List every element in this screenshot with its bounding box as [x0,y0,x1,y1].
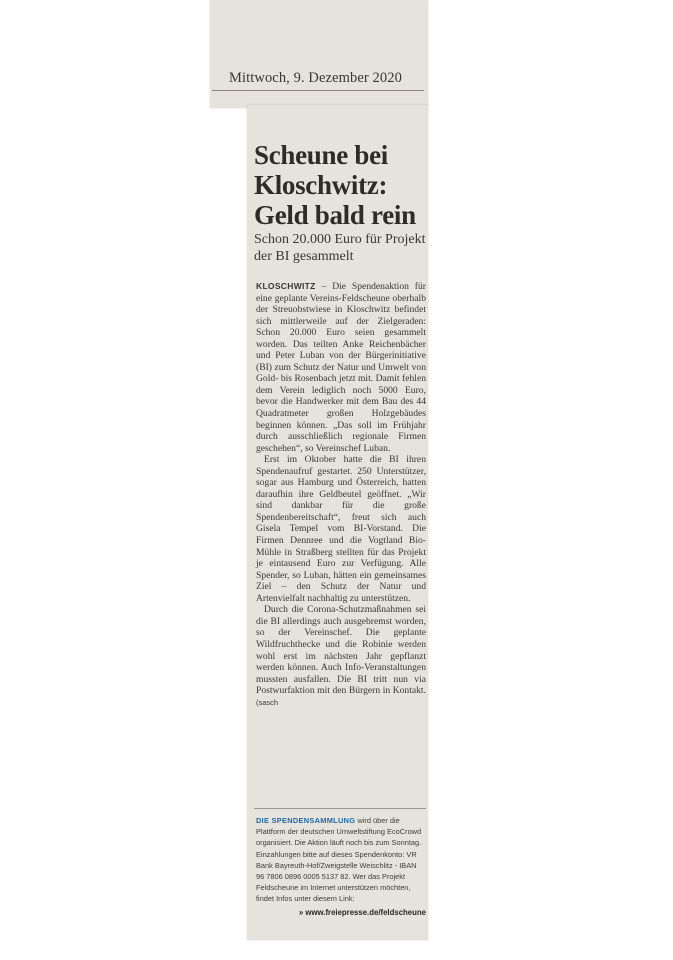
paragraph-1-text: – Die Spendenaktion für eine geplante Vereins-Feldscheune oberhalb der Streuobstwiese in Kloschwitz befindet sich mittlerweile auf der Zielgeraden: Schon 20.000 Euro seien gesammelt worden. Das teilten Anke Reichenbächer und Peter Luban von der Bürgerinitiative (BI) zum Schutz der Natur und Umwelt von Gold- bis Rosenbach jetzt mit. Damit fehlen dem Verein lediglich noch 5000 Euro, bevor die Handwerker mit dem Bau des 44 Quadratmeter großen Holzgebäudes beginnen können. „Das soll im Frühjahr durch ausschließlich regionale Firmen geschehen“, so Vereinschef Luban. [256,281,426,454]
article-body [256,281,426,708]
article-dateline: KLOSCHWITZ [256,281,316,291]
infobox-label: DIE SPENDENSAMMLUNG [256,816,356,825]
date-rule [212,90,424,91]
paragraph-3-text: Durch die Corona-Schutzmaßnahmen sei die BI allerdings auch ausgebremst worden, so der Vereinschef. Die geplante Wildfruchthecke und die Robinie werden wohl erst im nächsten Jahr gepflanzt werden können. Auch Info-Veranstaltungen mussten ausfallen. Die BI tritt nun via Postwurfaktion mit den Bürgern in Kontakt. [256,604,426,697]
paragraph-1 [256,281,426,454]
infobox-rule [254,808,426,809]
infobox-link[interactable]: » www.freiepresse.de/feldscheune [298,907,426,917]
date-line: Mittwoch, 9. Dezember 2020 [229,70,402,86]
clipping-top [210,0,428,108]
info-box [256,815,426,918]
infobox-text: wird über die Plattform der deutschen Umweltstiftung EcoCrowd organisiert. Die Aktion läuft noch bis zum Sonntag. Einzahlungen bitte auf dieses Spendenkonto: VR Bank Bayreuth-Hof/Zweigstelle Weischlitz - IBAN 96 7806 0896 0005 5137 82. Wer das Projekt Feldscheune im Internet unterstützen möchten, findet Infos unter diesem Link: [256,816,422,904]
paragraph-3 [256,604,426,708]
subheadline: Schon 20.000 Euro für Projekt der BI gesammelt [254,232,426,264]
headline: Scheune bei Kloschwitz: Geld bald rein [254,140,416,230]
paragraph-2: Erst im Oktober hatte die BI ihren Spendenaufruf gestartet. 250 Unterstützer, sogar aus Hamburg und Österreich, hatten daraufhin ihre Geldbeutel geöffnet. „Wir sind dankbar für die große Spendenbereitschaft“, freut sich auch Gisela Tempel vom BI-Vorstand. Die Firmen Dennree und die Vogtland Bio-Mühle in Straßberg stellten für das Projekt je eintausend Euro zur Verfügung. Alle Spender, so Luban, hätten ein gemeinsames Ziel – den Schutz der Natur und Artenvielfalt nachhaltig zu unterstützen. [256,454,426,604]
author-tag: (sasch [256,697,279,707]
